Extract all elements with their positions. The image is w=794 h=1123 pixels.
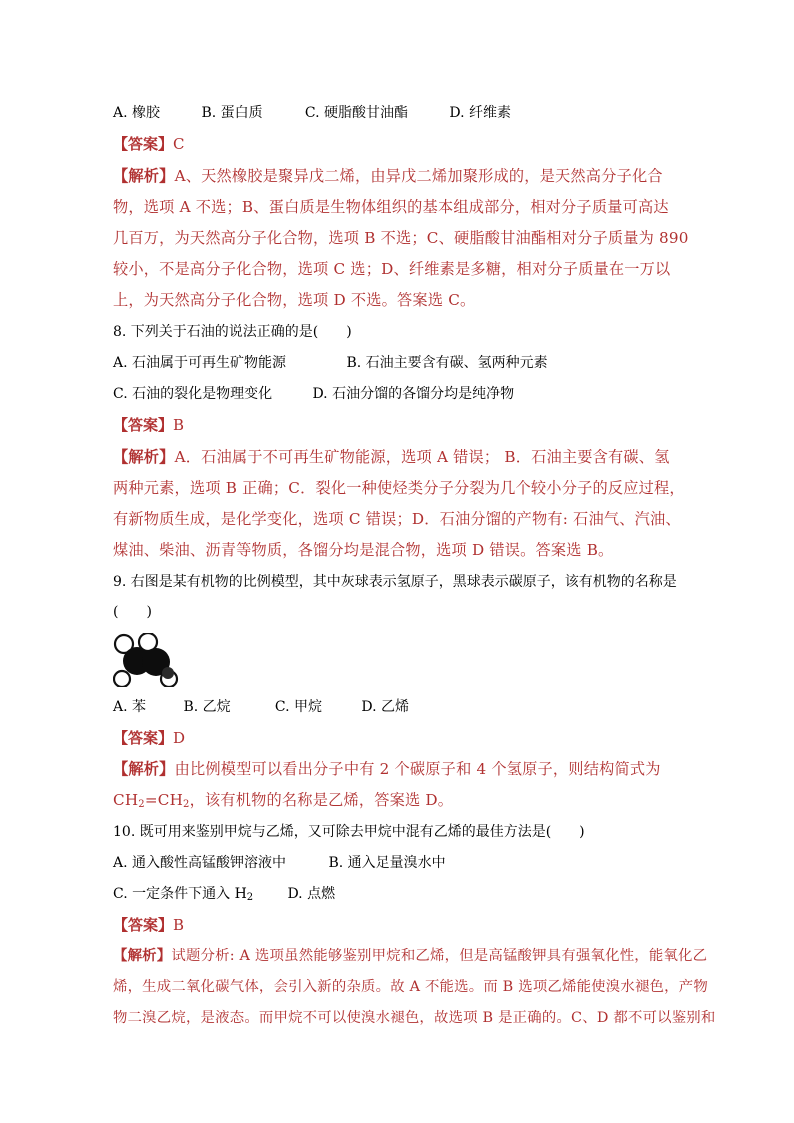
- q9-option-b: B. 乙烷: [183, 699, 231, 715]
- q8-options-row1: [113, 353, 548, 373]
- q7-explain-line: 上，为天然高分子化合物，选项 D 不选。答案选 C。: [113, 291, 476, 309]
- q10-options-row1: [113, 853, 446, 873]
- q7-explain-line: 【解析】A、天然橡胶是聚异戊二烯，由异戊二烯加聚形成的，是天然高分子化合: [113, 167, 663, 185]
- explain-tag: 【解析】: [113, 760, 175, 778]
- q7-option-c: C. 硬脂酸甘油酯: [304, 105, 409, 121]
- q9-option-d: D. 乙烯: [361, 699, 409, 715]
- q7-explain-line: 物，选项 A 不选；B、蛋白质是生物体组织的基本组成部分，相对分子质量可高达: [113, 198, 669, 216]
- answer-tag: 【答案】: [113, 729, 174, 747]
- q8-option-a: A. 石油属于可再生矿物能源: [113, 355, 287, 371]
- q8-explain-line: 两种元素，选项 B 正确；C．裂化一种使烃类分子分裂为几个较小分子的反应过程，: [113, 479, 685, 497]
- q7-answer: [113, 134, 185, 154]
- q10-explain-line: 烯，生成二氧化碳气体，会引入新的杂质。故 A 不能选。而 B 选项乙烯能使溴水褪色，产物: [113, 979, 708, 995]
- q10-option-b: B. 通入足量溴水中: [328, 855, 446, 871]
- molecule-model-image: [113, 633, 179, 687]
- answer-tag: 【答案】: [113, 416, 174, 434]
- q8-answer: [113, 415, 184, 435]
- q10-options-row2: [113, 884, 335, 904]
- q8-explain-line: 煤油、柴油、沥青等物质，各馏分均是混合物，选项 D 错误。答案选 B。: [113, 541, 614, 559]
- q8-option-c: C. 石油的裂化是物理变化: [113, 386, 273, 402]
- q9-option-a: A. 苯: [113, 699, 147, 715]
- q8-stem: 8. 下列关于石油的说法正确的是( ): [113, 324, 352, 340]
- q7-explain-line: 几百万，为天然高分子化合物，选项 B 不选；C、硬脂酸甘油酯相对分子质量为 890: [113, 229, 689, 247]
- answer-tag: 【答案】: [113, 916, 174, 934]
- q10-option-a: A. 通入酸性高锰酸钾溶液中: [113, 855, 287, 871]
- q8-options-row2: [113, 384, 514, 404]
- explain-tag: 【解析】: [113, 448, 175, 466]
- q9-explain-line: $CH_2=CH_2$，该有机物的名称是乙烯，答案选 D。: [113, 791, 454, 810]
- q7-explain-line: 较小，不是高分子化合物，选项 C 选；D、纤维素是多糖，相对分子质量在一万以: [113, 260, 671, 278]
- explain-tag: 【解析】: [113, 947, 172, 964]
- answer-value: D: [173, 729, 186, 747]
- q9-explain-line: 【解析】由比例模型可以看出分子中有 2 个碳原子和 4 个氢原子，则结构简式为: [113, 760, 661, 778]
- q7-option-d: D. 纤维素: [449, 105, 511, 121]
- q7-option-b: B. 蛋白质: [201, 105, 263, 121]
- answer-value: C: [173, 135, 185, 153]
- q10-stem: 10. 既可用来鉴别甲烷与乙烯，又可除去甲烷中混有乙烯的最佳方法是( ): [113, 824, 585, 840]
- q10-explain-line: 物二溴乙烷，是液态。而甲烷不可以使溴水褪色，故选项 B 是正确的。C、D 都不可以鉴别和: [113, 1010, 716, 1026]
- q10-option-c: C. 一定条件下通入 $H_2$: [113, 886, 254, 903]
- answer-tag: 【答案】: [113, 135, 174, 153]
- explain-tag: 【解析】: [113, 167, 175, 185]
- q9-option-c: C. 甲烷: [274, 699, 323, 715]
- q7-option-a: A. 橡胶: [113, 105, 161, 121]
- q7-options: [113, 103, 511, 123]
- q8-option-d: D. 石油分馏的各馏分均是纯净物: [312, 386, 515, 402]
- q9-options: [113, 697, 409, 717]
- q9-stem: 9. 右图是某有机物的比例模型，其中灰球表示氢原子，黑球表示碳原子，该有机物的名称是: [113, 574, 677, 590]
- answer-value: B: [173, 916, 185, 934]
- q8-explain-line: 有新物质生成，是化学变化，选项 C 错误；D．石油分馏的产物有: 石油气、汽油、: [113, 510, 681, 528]
- q10-option-d: D. 点燃: [287, 886, 336, 902]
- answer-value: B: [173, 416, 185, 434]
- formula-ch2: CH: [113, 791, 139, 809]
- q9-answer: [113, 728, 185, 748]
- q10-answer: [113, 915, 184, 935]
- q9-stem-paren: ( ): [113, 604, 152, 620]
- q8-explain-line: 【解析】A．石油属于不可再生矿物能源，选项 A 错误； B．石油主要含有碳、氢: [113, 448, 670, 466]
- q10-explain-line: 【解析】试题分析: A 选项虽然能够鉴别甲烷和乙烯，但是高锰酸钾具有强氧化性，能氧化乙: [113, 947, 708, 964]
- q8-option-b: B. 石油主要含有碳、氢两种元素: [346, 355, 548, 371]
